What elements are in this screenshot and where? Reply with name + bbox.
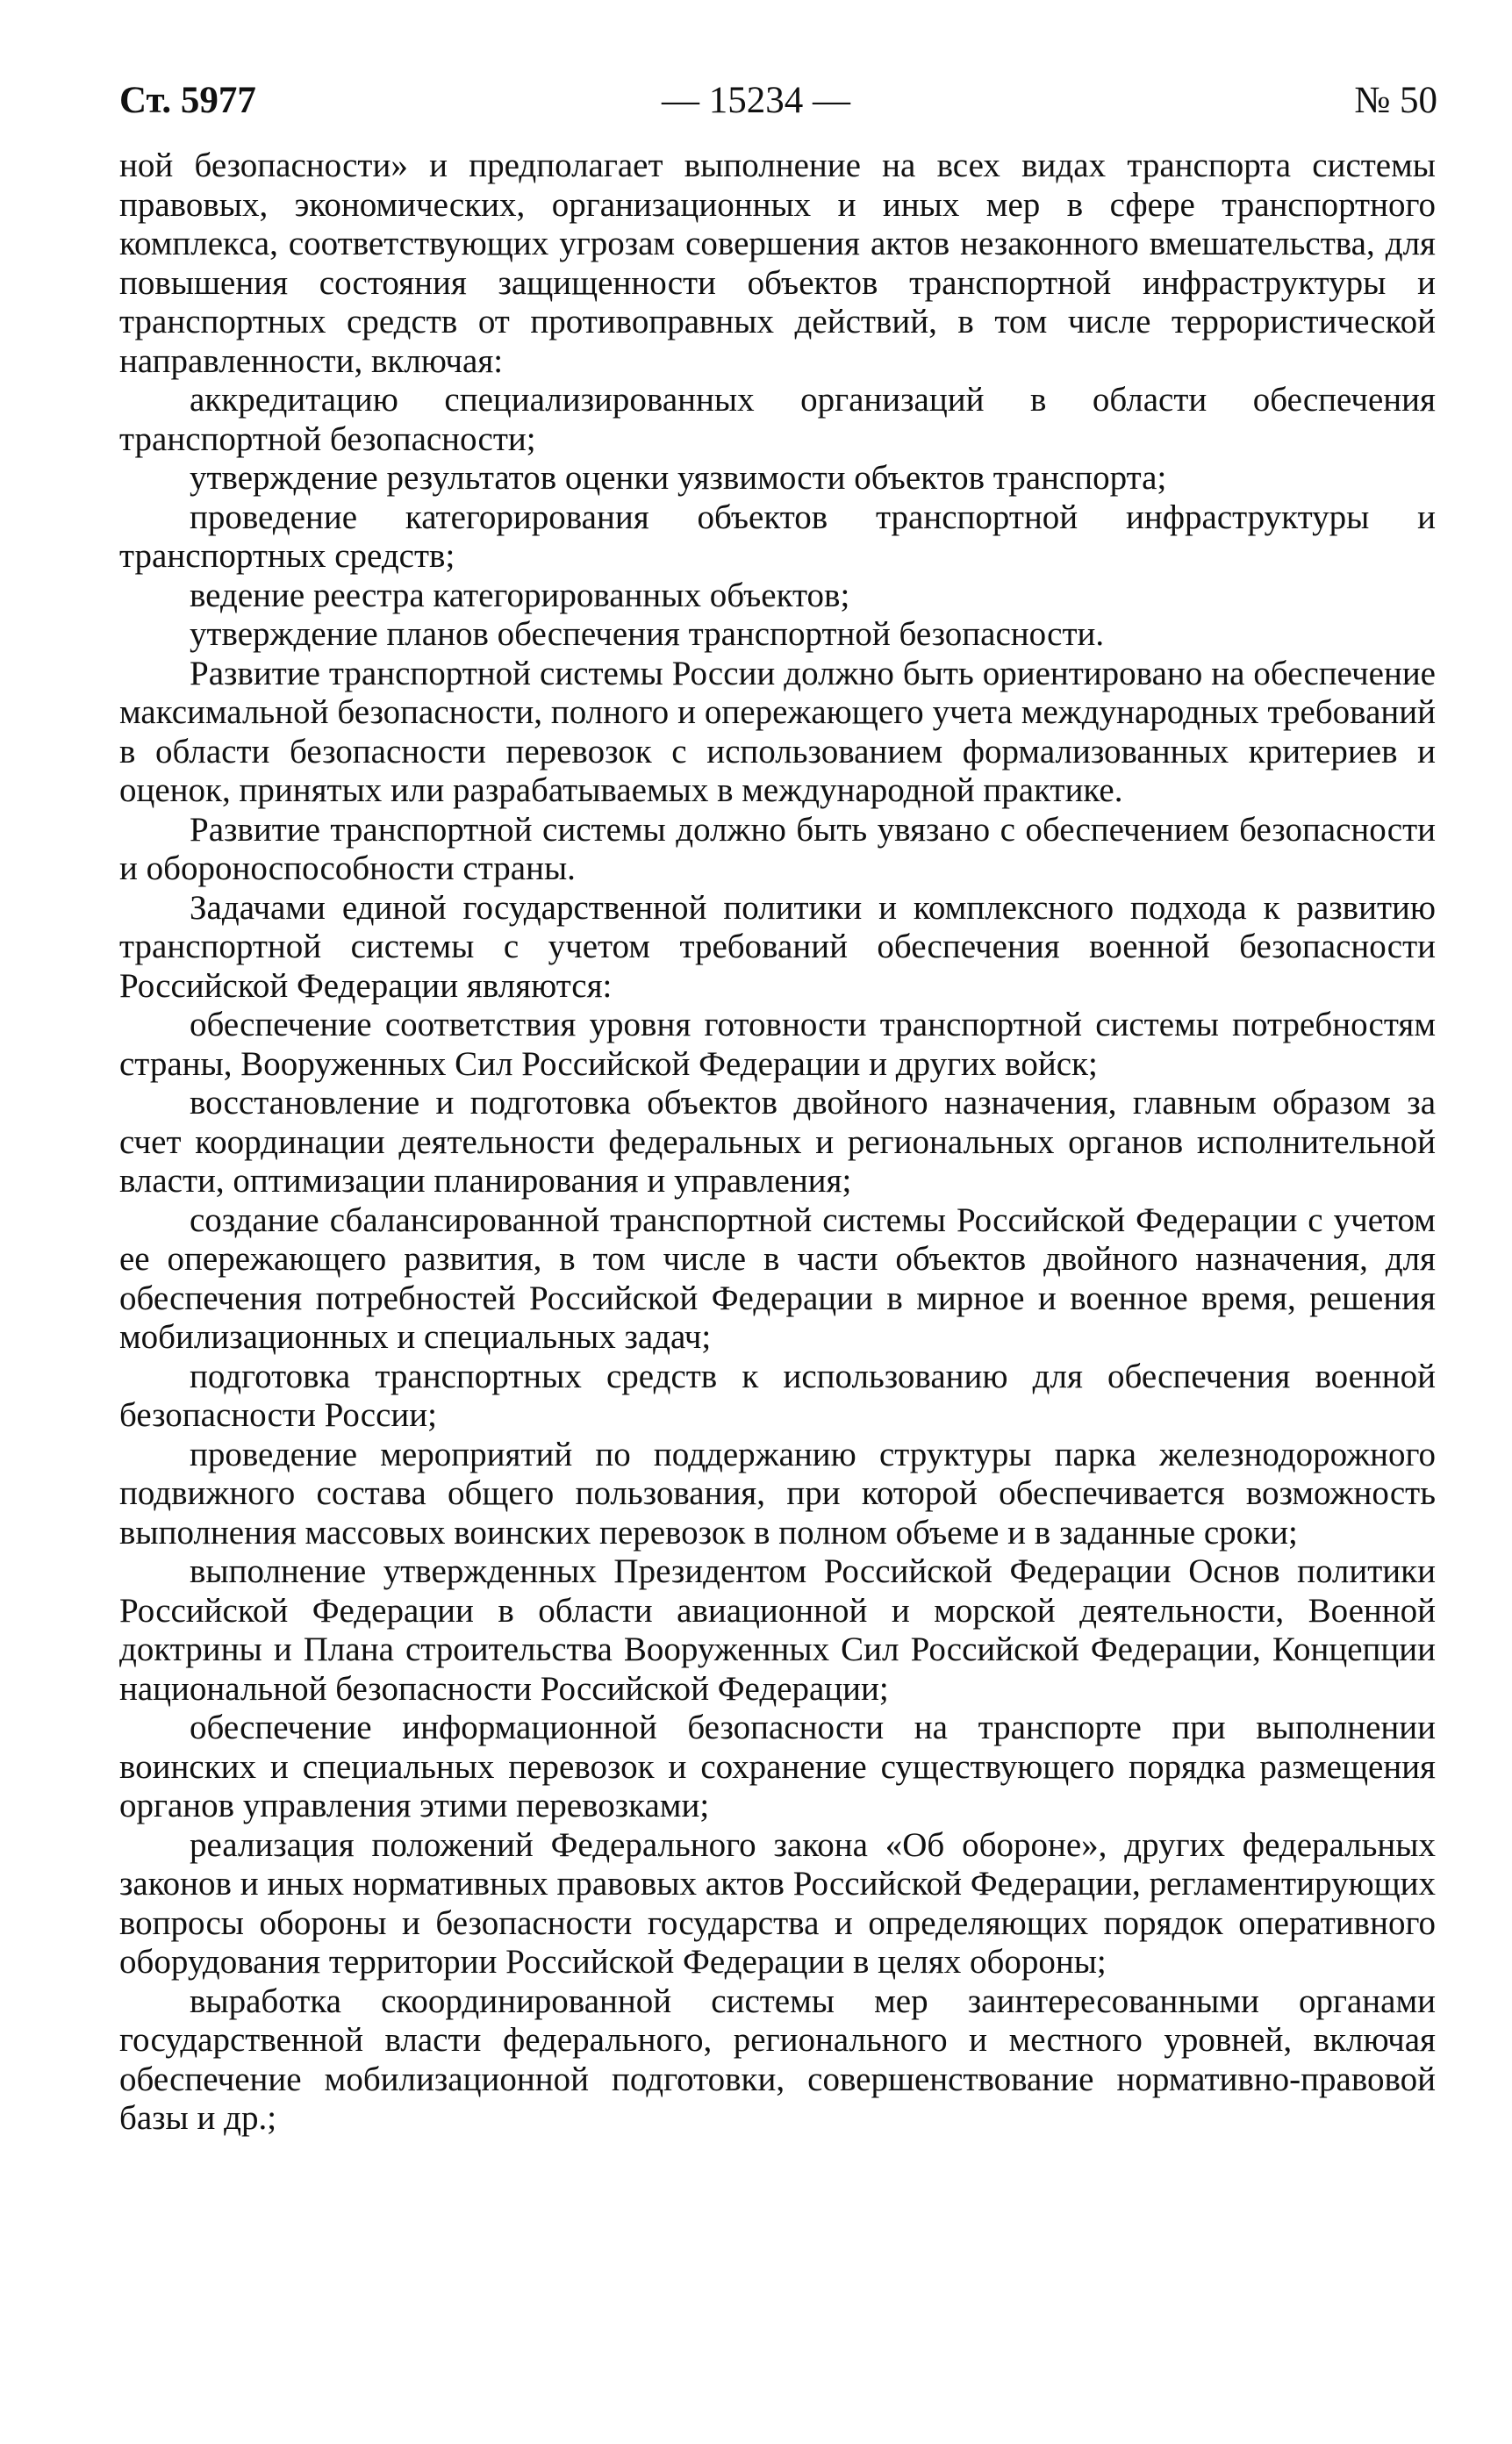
paragraph: Задачами единой государственной политики и комплексного подхода к развитию транспортной системы с учетом требований обеспечения военной безопасности Российской Федерации являются: — [119, 888, 1436, 1005]
paragraph: реализация положений Федерального закона «Об обороне», других федеральных законов и иных нормативных правовых актов Российской Федерации, регламентирующих вопросы обороны и безопасности государства и определяющих порядок оперативного оборудования территории Российской Федерации в целях обороны; — [119, 1825, 1436, 1981]
paragraph: ной безопасности» и предполагает выполнение на всех видах транспорта системы правовых, экономических, организационных и иных мер в сфере транспортного комплекса, соответствующих угрозам совершения актов незаконного вмешательства, для повышения состояния защищенности объектов транспортной инфраструктуры и транспортных средств от противоправных действий, в том числе террористической направленности, включая: — [119, 147, 1436, 380]
paragraph: выработка скоординированной системы мер заинтересованными органами государственной власти федерального, регионального и местного уровней, включая обеспечение мобилизационной подготовки, совершенствование нормативно-правовой базы и др.; — [119, 1982, 1436, 2137]
paragraph: обеспечение информационной безопасности на транспорте при выполнении воинских и специальных перевозок и сохранение существующего порядка размещения органов управления этими перевозками; — [119, 1709, 1436, 1824]
paragraph: Развитие транспортной системы должно быть увязано с обеспечением безопасности и обороноспособности страны. — [119, 810, 1436, 887]
article-number: Ст. 5977 — [119, 80, 256, 121]
paragraph: аккредитацию специализированных организаций в области обеспечения транспортной безопасности; — [119, 381, 1436, 458]
page-number: — 15234 — — [662, 80, 850, 121]
paragraph: утверждение результатов оценки уязвимости объектов транспорта; — [190, 459, 1167, 497]
paragraph: проведение мероприятий по поддержанию структуры парка железнодорожного подвижного состава общего пользования, при которой обеспечивается возможность выполнения массовых воинских перевозок в полном объеме и в заданные сроки; — [119, 1435, 1436, 1552]
paragraph: обеспечение соответствия уровня готовности транспортной системы потребностям страны, Вооруженных Сил Российской Федерации и других войск; — [119, 1006, 1436, 1083]
document-body — [119, 147, 1436, 2139]
paragraph: восстановление и подготовка объектов двойного назначения, главным образом за счет координации деятельности федеральных и региональных органов исполнительной власти, оптимизации планирования и управления; — [119, 1084, 1436, 1200]
paragraph: подготовка транспортных средств к использованию для обеспечения военной безопасности России; — [119, 1357, 1436, 1434]
issue-number: № 50 — [1354, 80, 1437, 121]
paragraph: проведение категорирования объектов транспортной инфраструктуры и транспортных средств; — [119, 498, 1436, 575]
paragraph: выполнение утвержденных Президентом Российской Федерации Основ политики Российской Федерации в области авиационной и морской деятельности, Военной доктрины и Плана строительства Вооруженных Сил Российской Федерации, Концепции национальной безопасности Российской Федерации; — [119, 1552, 1436, 1708]
page-header — [0, 79, 1512, 132]
paragraph: ведение реестра категорированных объектов; — [190, 576, 850, 614]
paragraph: создание сбалансированной транспортной системы Российской Федерации с учетом ее опережающего развития, в том числе в части объектов двойного назначения, для обеспечения потребностей Российской Федерации в мирное и военное время, решения мобилизационных и специальных задач; — [119, 1200, 1436, 1356]
paragraph: утверждение планов обеспечения транспортной безопасности. — [190, 615, 1105, 653]
paragraph: Развитие транспортной системы России должно быть ориентировано на обеспечение максимальной безопасности, полного и опережающего учета международных требований в области безопасности перевозок с использованием формализованных критериев и оценок, принятых или разрабатываемых в международной практике. — [119, 654, 1436, 809]
